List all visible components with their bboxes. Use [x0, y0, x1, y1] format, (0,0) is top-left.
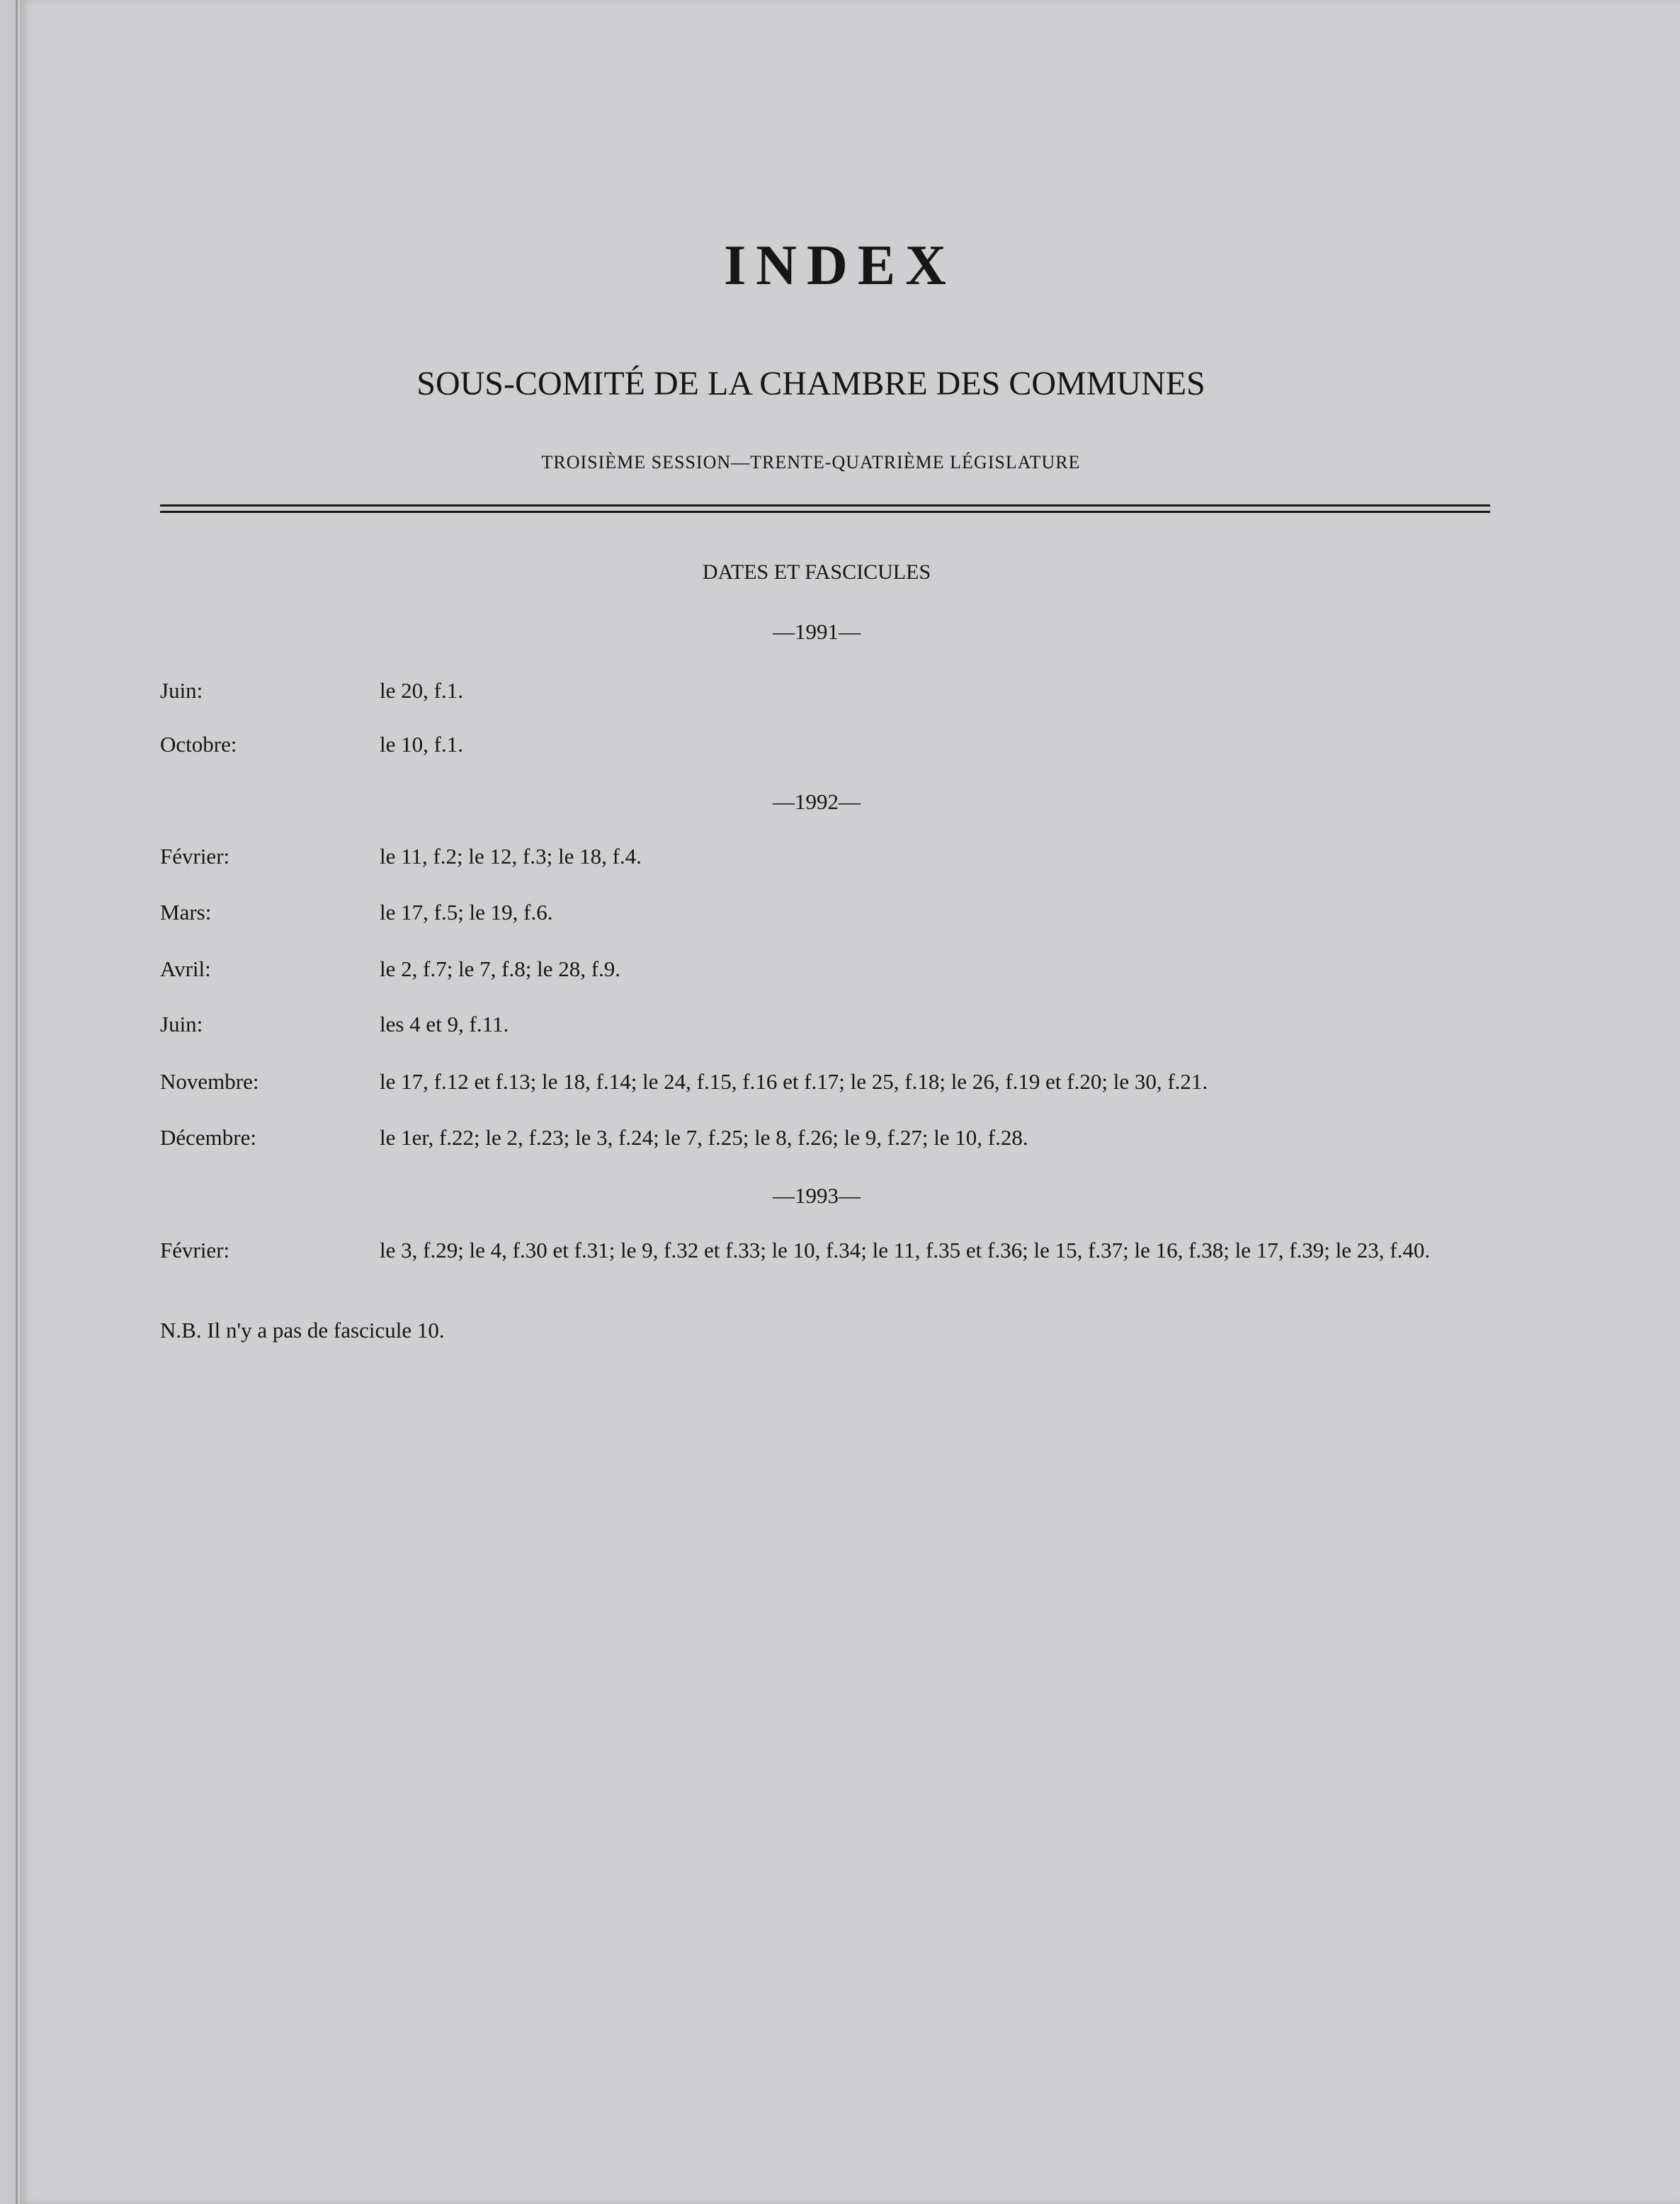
- page-left-edge: [16, 0, 18, 2204]
- fascicule-entries: le 2, f.7; le 7, f.8; le 28, f.9.: [380, 956, 621, 981]
- page-title: INDEX: [724, 234, 956, 297]
- month-label: Avril:: [160, 956, 211, 981]
- month-label: Juin:: [160, 1012, 203, 1036]
- month-label: Février:: [160, 1238, 230, 1262]
- month-label: Octobre:: [160, 732, 237, 757]
- footnote: N.B. Il n'y a pas de fascicule 10.: [160, 1318, 445, 1343]
- committee-name: SOUS-COMITÉ DE LA CHAMBRE DES COMMUNES: [416, 365, 1205, 402]
- month-label: Mars:: [160, 900, 212, 925]
- fascicule-entries: les 4 et 9, f.11.: [380, 1012, 509, 1036]
- fascicule-entries: le 17, f.12 et f.13; le 18, f.14; le 24, f.15, f.16 et f.17; le 25, f.18; le 26, f.19 et f.20; le 30, f.21.: [380, 1069, 1208, 1094]
- section-heading: DATES ET FASCICULES: [702, 560, 931, 584]
- double-rule-divider: [160, 504, 1490, 513]
- month-label: Novembre:: [160, 1069, 259, 1094]
- fascicule-entries: le 11, f.2; le 12, f.3; le 18, f.4.: [380, 844, 642, 869]
- year-heading-1992: —1992—: [773, 789, 861, 814]
- year-heading-1991: —1991—: [773, 619, 861, 644]
- fascicule-entries: le 10, f.1.: [380, 732, 463, 757]
- document-page: [20, 0, 1680, 2204]
- session-line: TROISIÈME SESSION—TRENTE-QUATRIÈME LÉGISLATURE: [541, 452, 1081, 473]
- fascicule-entries: le 3, f.29; le 4, f.30 et f.31; le 9, f.32 et f.33; le 10, f.34; le 11, f.35 et f.36; le 15, f.37; le 16, f.38; le 17, f.39; le 23, f.40.: [380, 1238, 1431, 1262]
- year-heading-1993: —1993—: [773, 1183, 861, 1208]
- month-label: Juin:: [160, 678, 203, 703]
- month-label: Février:: [160, 844, 230, 869]
- fascicule-entries: le 17, f.5; le 19, f.6.: [380, 900, 553, 925]
- month-label: Décembre:: [160, 1125, 256, 1150]
- fascicule-entries: le 1er, f.22; le 2, f.23; le 3, f.24; le 7, f.25; le 8, f.26; le 9, f.27; le 10, f.28.: [380, 1125, 1028, 1150]
- fascicule-entries: le 20, f.1.: [380, 678, 463, 703]
